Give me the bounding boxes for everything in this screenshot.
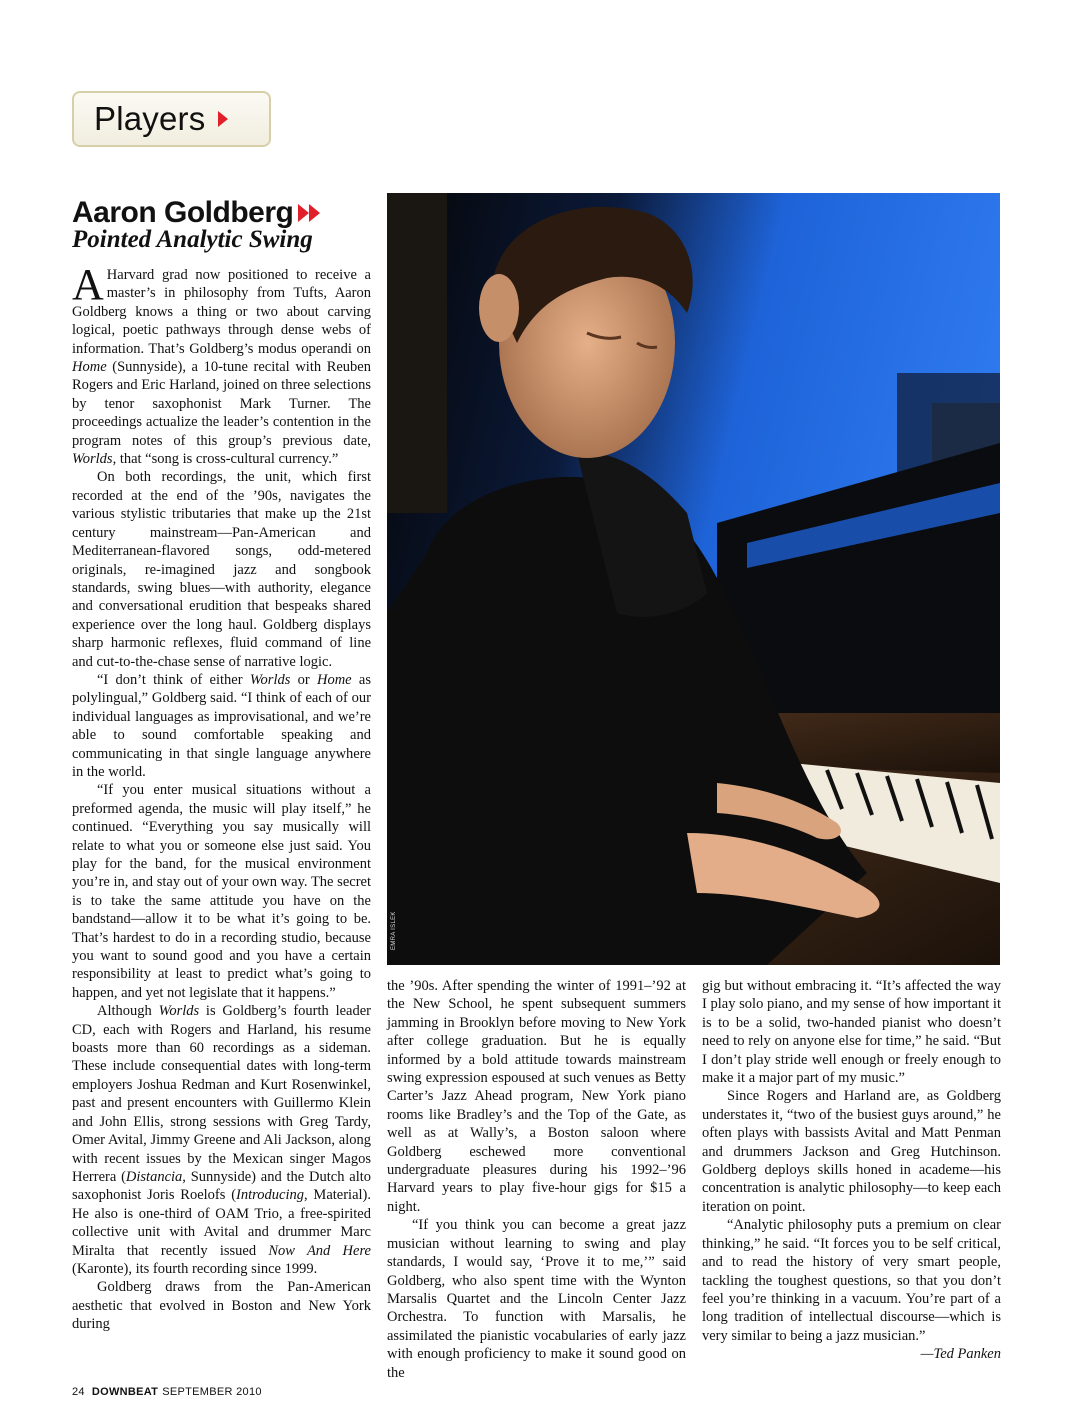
article-photo (387, 193, 1000, 965)
body-paragraph (72, 1002, 371, 1278)
text-run: , Material). He also is one-third of OAM Trio, a free-spirited collective unit with Avital and drummer Marc Miralta that recently issued (72, 1187, 371, 1259)
text-run: gig but without embracing it. “It’s affected the way I play solo piano, and my sense of how important it is to be a solid, two-handed pianist who doesn’t need to rely on anyone else for time,” he said. “But I don’t play stride well enough or freely enough to make it a major part of my music.” (702, 978, 1001, 1087)
body-paragraph (387, 1216, 686, 1382)
text-run: (Sunnyside), a 10-tune recital with Reuben Rogers and Eric Harland, joined on three selections by tenor saxophonist Mark Turner. The proceedings actualize the leader’s contention in the program notes of this group’s previous date, (72, 359, 371, 449)
italic-title: Introducing (236, 1187, 304, 1204)
body-column-2 (387, 977, 686, 1382)
pianist-photo-illustration (387, 193, 1000, 965)
italic-title: Home (316, 671, 352, 688)
text-run: On both recordings, the unit, which first recorded at the end of the ’90s, navigates the various stylistic tributaries that make up the 21st century mainstream—Pan-American and Mediterranean-flavored songs, odd-metered originals, re-imagined jazz and songbook standards, swing blues—with authority, elegance and conversational erudition that bespeaks shared experience over the long haul. Goldberg displays sharp harmonic reflexes, fluid command of line and cut-to-the-chase sense of narrative logic. (72, 469, 371, 670)
magazine-name: DOWNBEAT (91, 1386, 159, 1398)
text-run: Although (97, 1003, 159, 1020)
photo-credit: EMRA ISLEK (391, 911, 397, 950)
body-paragraph (387, 977, 686, 1216)
author-signature: —Ted Panken (920, 1346, 1001, 1363)
body-paragraph (72, 468, 371, 670)
body-paragraph (72, 781, 371, 1002)
text-run: (Karonte), its fourth recording since 1999. (72, 1260, 318, 1277)
section-label: Players (94, 100, 206, 137)
double-arrow-icon (298, 204, 320, 222)
article-subhead: Pointed Analytic Swing (72, 226, 313, 253)
italic-title: Distancia (125, 1168, 183, 1185)
section-tab (72, 91, 271, 147)
text-run: , that “song is cross-cultural currency.” (112, 451, 339, 468)
italic-title: Home (72, 359, 107, 376)
text-run: , Sunnyside) and the Dutch alto saxophonist Joris Roelofs ( (72, 1168, 371, 1204)
body-paragraph (72, 260, 371, 468)
body-column-1 (72, 260, 371, 1334)
italic-title: Worlds (158, 1003, 200, 1020)
issue-date: SEPTEMBER 2010 (162, 1386, 262, 1398)
text-run: as polylingual,” Goldberg said. “I think of each of our individual languages as improvisational, and we’re able to sound comfortable speaking and communicating in that single language anywhere in the world. (72, 671, 371, 780)
body-paragraph (702, 1216, 1001, 1363)
text-run: “If you think you can become a great jazz musician without learning to swing and play standards, I would say, ‘Prove it to me,’” said Goldberg, who also spent time with the Wynton Marsalis Quartet and the Lincoln Center Jazz Orchestra. To function with Marsalis, he assimilated the pianistic vocabularies of early jazz with enough proficiency to make it sound good on the (387, 1217, 686, 1381)
article-headline (72, 196, 320, 230)
body-paragraph (702, 1087, 1001, 1216)
text-run: “Analytic philosophy puts a premium on clear thinking,” he said. “It forces you to be self critical, and to read the history of very smart people, tackling the toughest questions, so that you don’t feel you’re thinking in a vacuum. You’re part of a long tradition of intellectual discourse—which is very similar to being a jazz musician.” (702, 1217, 1001, 1344)
drop-cap: A (72, 260, 104, 309)
body-paragraph (702, 977, 1001, 1087)
text-run: Since Rogers and Harland are, as Goldberg understates it, “two of the busiest guys around,” he often plays with bassists Avital and Matt Penman and drummers Jackson and Greg Hutchinson. Goldberg deploys skills honed in academe—his concentration is analytic philosophy—to keep each iteration on point. (702, 1088, 1001, 1215)
body-paragraph (72, 1278, 371, 1333)
section-arrow-icon (218, 111, 228, 127)
text-run: Goldberg draws from the Pan-American aesthetic that evolved in Boston and New York during (72, 1279, 371, 1333)
text-run: or (290, 671, 317, 688)
text-run: the ’90s. After spending the winter of 1991–’92 at the New School, he spent subsequent summers jamming in Brooklyn before moving to New York after college graduation. But he is equally informed by a bold attitude towards mainstream swing expression espoused at such venues as Betty Carter’s Jazz Ahead program, New York piano rooms like Bradley’s and the Top of the Gate, as well as at Wally’s, a Boston saloon where Goldberg eschewed more conventional undergraduate pleasures during his 1992–’96 Harvard years to play five-hour gigs for $15 a night. (387, 978, 686, 1215)
text-run: “If you enter musical situations without a preformed agenda, the music will play itself,” he continued. “Everything you say musically will relate to what you or someone else just said. You play for the band, for the musical environment you’re in, and stay out of your own way. The secret is to take the same attitude you have on the bandstand—allow it to be what it’s going to be. That’s hardest to do in a recording studio, because you want to sound good and you have a certain responsibility at least to predict what’s going to happen, and yet not legislate that it happens.” (72, 782, 371, 1001)
italic-title: Now And Here (268, 1242, 371, 1259)
page-footer (72, 1386, 262, 1398)
page-number: 24 (72, 1386, 85, 1398)
text-run: “I don’t think of either (97, 671, 250, 688)
text-run: Harvard grad now positioned to receive a master’s in philosophy from Tufts, Aaron Goldberg knows a thing or two about carving logical, poetic pathways through dense webs of information. That’s Goldberg’s modus operandi on (72, 267, 371, 357)
body-column-3 (702, 977, 1001, 1364)
text-run: is Goldberg’s fourth leader CD, each with Rogers and Harland, his resume boasts more than 60 recordings as a sideman. These include consequential dates with long-term employers Joshua Redman and Kurt Rosenwinkel, past and present encounters with Guillermo Klein and John Ellis, strong sessions with Greg Tardy, Omer Avital, Jimmy Greene and Ali Jackson, along with recent issues by the Mexican singer Magos Herrera ( (72, 1003, 371, 1185)
italic-title: Worlds (249, 671, 291, 688)
body-paragraph (72, 671, 371, 781)
italic-title: Worlds (72, 451, 113, 468)
headline-text: Aaron Goldberg (72, 196, 294, 229)
